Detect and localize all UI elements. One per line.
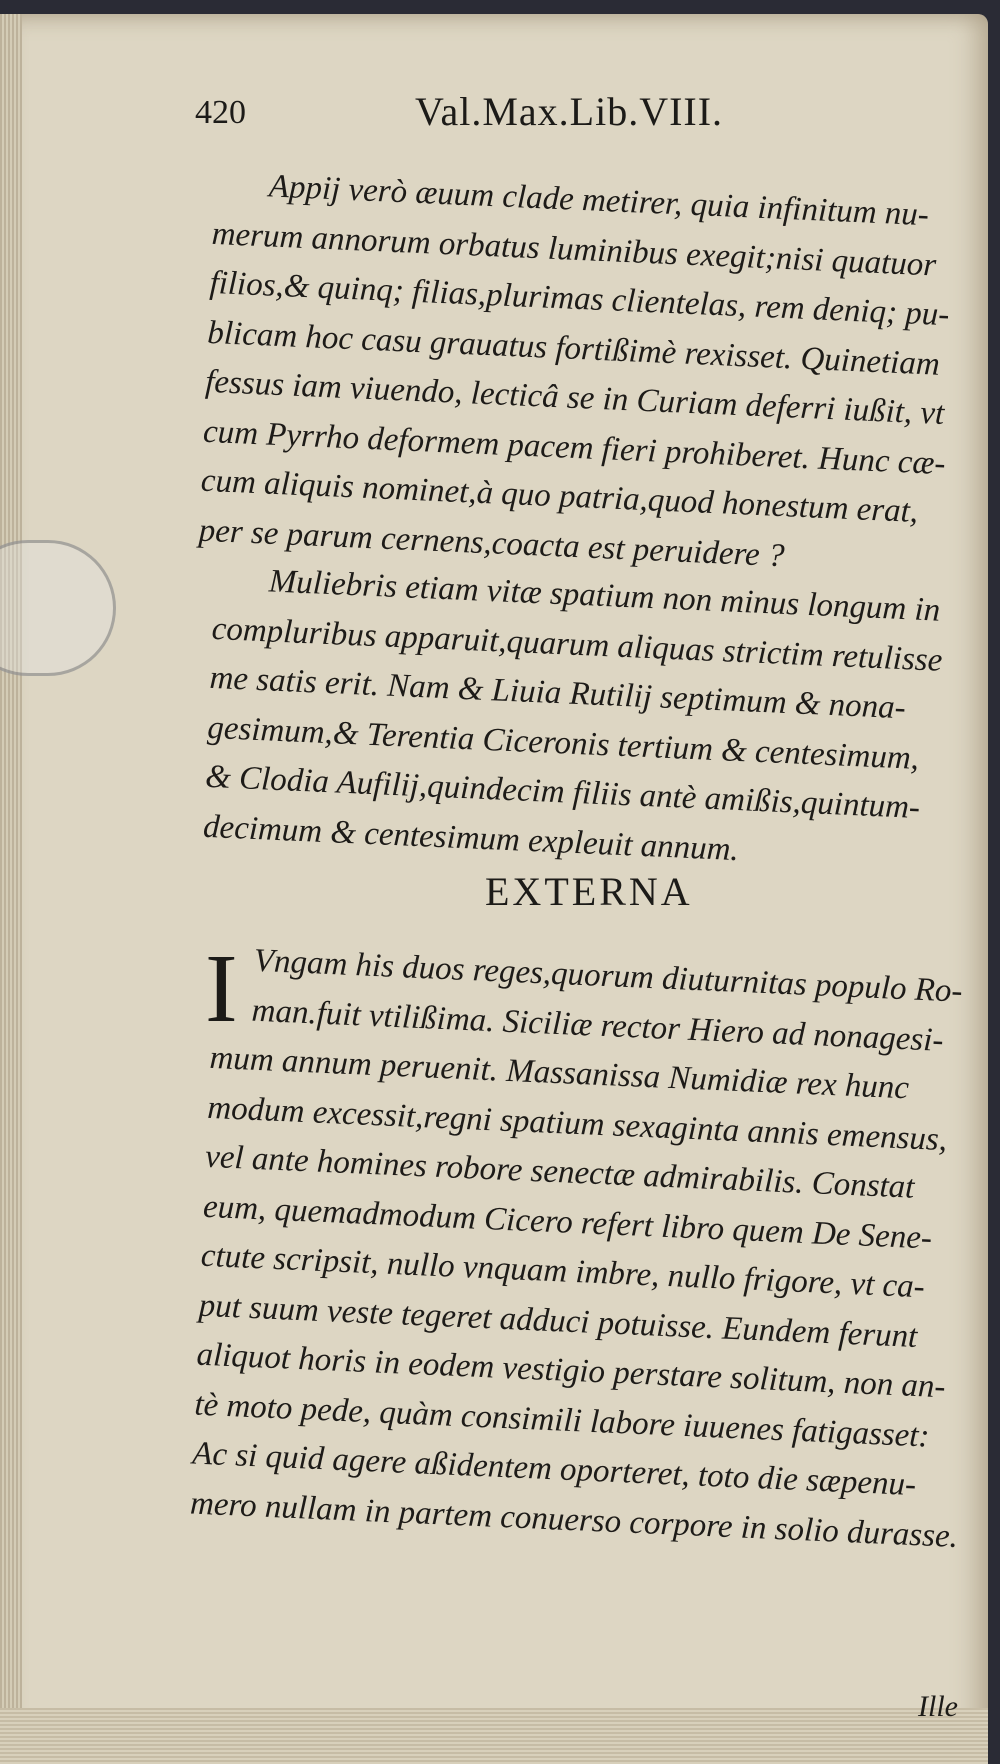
text-line: filios,& quinq; filias,plurimas clientelas, rem deniq; pu- (208, 264, 951, 334)
text-line: tè moto pede, quàm consimili labore iuuenes fatigasset: (193, 1386, 931, 1455)
text-line: vel ante homines robore senectæ admirabilis. Constat (204, 1138, 916, 1206)
text-line: decimum & centesimum expleuit annum. (202, 808, 740, 868)
paragraph-women (202, 555, 954, 884)
paragraph-externa (189, 935, 964, 1561)
text-line: modum excessit,regni spatium sexaginta annis emensus, (206, 1089, 948, 1158)
catchword: Ille (918, 1690, 958, 1723)
text-line: gesimum,& Terentia Ciceronis tertium & centesimum, (206, 709, 920, 777)
text-line: man.fuit vtilißima. Siciliæ rector Hiero ad nonagesi- (250, 992, 945, 1059)
page-header (195, 88, 795, 148)
text-line: aliquot horis in eodem vestigio perstare solitum, non an- (195, 1336, 947, 1406)
text-line: mum annum peruenit. Massanissa Numidiæ rex hunc (208, 1039, 910, 1107)
text-line: put suum veste tegeret adduci potuisse. Eundem ferunt (198, 1287, 919, 1355)
text-line: ctute scripsit, nullo vnquam imbre, nullo frigore, vt ca- (200, 1237, 926, 1306)
running-title: Val.Max.Lib.VIII. (415, 89, 724, 134)
text-line: compluribus apparuit,quarum aliquas strictim retulisse (211, 610, 944, 679)
text-line: mero nullam in partem conuerso corpore in solio durasse. (189, 1484, 959, 1555)
text-line: & Clodia Aufilij,quindecim filiis antè amißis,quintum- (204, 758, 921, 826)
page-number: 420 (195, 94, 246, 131)
section-heading: EXTERNA (485, 869, 693, 914)
text-line: blicam hoc casu grauatus fortißimè rexisset. Quinetiam (206, 314, 941, 383)
text-line: me satis erit. Nam & Liuia Rutilij septimum & nona- (208, 659, 907, 727)
text-line: cum aliquis nominet,à quo patria,quod honestum erat, (200, 462, 919, 530)
text-line: Muliebris etiam vitæ spatium non minus longum in (268, 563, 941, 629)
page-stack-left-edge (0, 14, 22, 1764)
paragraph-appius (198, 160, 955, 588)
text-line: Ac si quid agere aßidentem oporteret, toto die sæpenu- (191, 1435, 917, 1504)
text-line: fessus iam viuendo, lecticâ se in Curiam deferri iußit, vt (204, 363, 946, 433)
page-stack-bottom-edge (0, 1708, 988, 1764)
drop-cap: I (205, 935, 238, 1043)
text-line: Appij verò æuum clade metirer, quia infinitum nu- (268, 168, 930, 234)
text-line: Vngam his duos reges,quorum diuturnitas populo Ro- (253, 942, 964, 1010)
text-line: cum Pyrrho deformem pacem fieri prohiberet. Hunc cæ- (202, 413, 947, 482)
text-line: merum annorum orbatus luminibus exegit;nisi quatuor (211, 215, 937, 284)
text-line: eum, quemadmodum Cicero refert libro quem De Sene- (202, 1188, 933, 1257)
text-line: per se parum cernens,coacta est peruidere ? (198, 512, 786, 574)
